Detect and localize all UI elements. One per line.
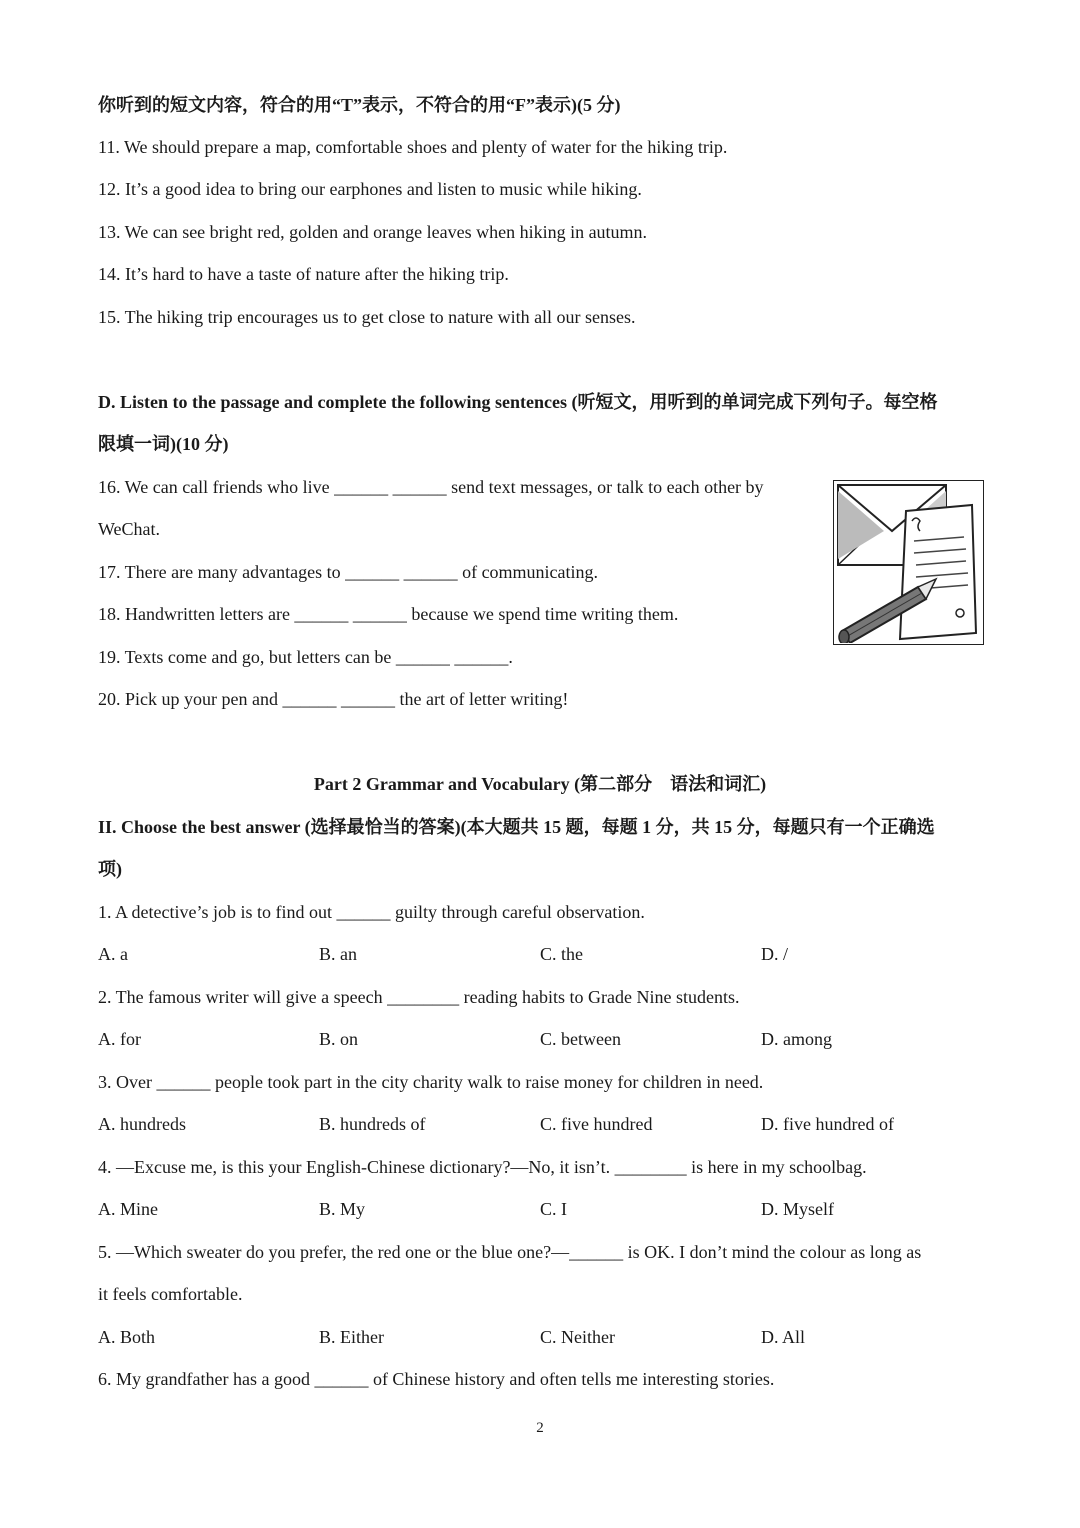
question-5-option-d: D. All bbox=[761, 1327, 806, 1347]
question-5-option-a: A. Both bbox=[98, 1327, 156, 1347]
item-18: 18. Handwritten letters are ______ ______ because we spend time writing them. bbox=[98, 604, 679, 624]
item-13: 13. We can see bright red, golden and orange leaves when hiking in autumn. bbox=[98, 222, 648, 242]
question-4-option-b: B. My bbox=[319, 1199, 366, 1219]
question-1-option-a: A. a bbox=[98, 944, 128, 964]
question-4-option-d: D. Myself bbox=[761, 1199, 834, 1219]
question-1-option-d: D. / bbox=[761, 944, 788, 964]
question-3-option-b: B. hundreds of bbox=[319, 1114, 426, 1134]
section-c-instruction: 你听到的短文内容，符合的用“T”表示，不符合的用“F”表示)(5 分) bbox=[98, 95, 621, 115]
question-2-option-c: C. between bbox=[540, 1029, 621, 1049]
question-2-option-a: A. for bbox=[98, 1029, 141, 1049]
question-1-option-b: B. an bbox=[319, 944, 357, 964]
section-d-instruction-1: D. Listen to the passage and complete the following sentences (听短文，用听到的单词完成下列句子。每空格 bbox=[98, 392, 938, 412]
part-2-instruction-1: II. Choose the best answer (选择最恰当的答案)(本大题共 15 题，每题 1 分，共 15 分，每题只有一个正确选 bbox=[98, 817, 935, 837]
item-17: 17. There are many advantages to ______ ______ of communicating. bbox=[98, 562, 599, 582]
item-14: 14. It’s hard to have a taste of nature after the hiking trip. bbox=[98, 264, 509, 284]
question-5-option-c: C. Neither bbox=[540, 1327, 615, 1347]
item-19: 19. Texts come and go, but letters can be ______ ______. bbox=[98, 647, 513, 667]
item-15: 15. The hiking trip encourages us to get close to nature with all our senses. bbox=[98, 307, 636, 327]
question-3-option-a: A. hundreds bbox=[98, 1114, 186, 1134]
question-3-stem: 3. Over ______ people took part in the city charity walk to raise money for children in need. bbox=[98, 1072, 764, 1092]
question-2-stem: 2. The famous writer will give a speech ________ reading habits to Grade Nine students. bbox=[98, 987, 740, 1007]
question-1-option-c: C. the bbox=[540, 944, 583, 964]
section-d-instruction-2: 限填一词)(10 分) bbox=[98, 434, 229, 454]
question-5-stem-line-1: 5. —Which sweater do you prefer, the red one or the blue one?—______ is OK. I don’t mind the colour as long as bbox=[98, 1242, 922, 1262]
item-16-line-2: WeChat. bbox=[98, 519, 161, 539]
question-5-stem-line-2: it feels comfortable. bbox=[98, 1284, 243, 1304]
question-3-option-d: D. five hundred of bbox=[761, 1114, 894, 1134]
letter-envelope-pencil-icon bbox=[833, 480, 984, 645]
item-20: 20. Pick up your pen and ______ ______ the art of letter writing! bbox=[98, 689, 569, 709]
part-2-instruction-2: 项) bbox=[98, 859, 122, 879]
question-1-stem: 1. A detective’s job is to find out ______ guilty through careful observation. bbox=[98, 902, 645, 922]
item-12: 12. It’s a good idea to bring our earphones and listen to music while hiking. bbox=[98, 179, 642, 199]
question-4-option-a: A. Mine bbox=[98, 1199, 158, 1219]
question-5-option-b: B. Either bbox=[319, 1327, 384, 1347]
part-2-title: Part 2 Grammar and Vocabulary (第二部分 语法和词汇) bbox=[313, 774, 767, 794]
question-4-stem: 4. —Excuse me, is this your English-Chinese dictionary?—No, it isn’t. ________ is here in my schoolbag. bbox=[98, 1157, 867, 1177]
question-2-option-b: B. on bbox=[319, 1029, 359, 1049]
item-16-line-1: 16. We can call friends who live ______ ______ send text messages, or talk to each other by bbox=[98, 477, 764, 497]
question-2-option-d: D. among bbox=[761, 1029, 832, 1049]
page-number: 2 bbox=[536, 1420, 544, 1436]
question-6-stem: 6. My grandfather has a good ______ of Chinese history and often tells me interesting stories. bbox=[98, 1369, 775, 1389]
question-3-option-c: C. five hundred bbox=[540, 1114, 653, 1134]
item-11: 11. We should prepare a map, comfortable shoes and plenty of water for the hiking trip. bbox=[98, 137, 728, 157]
question-4-option-c: C. I bbox=[540, 1199, 567, 1219]
